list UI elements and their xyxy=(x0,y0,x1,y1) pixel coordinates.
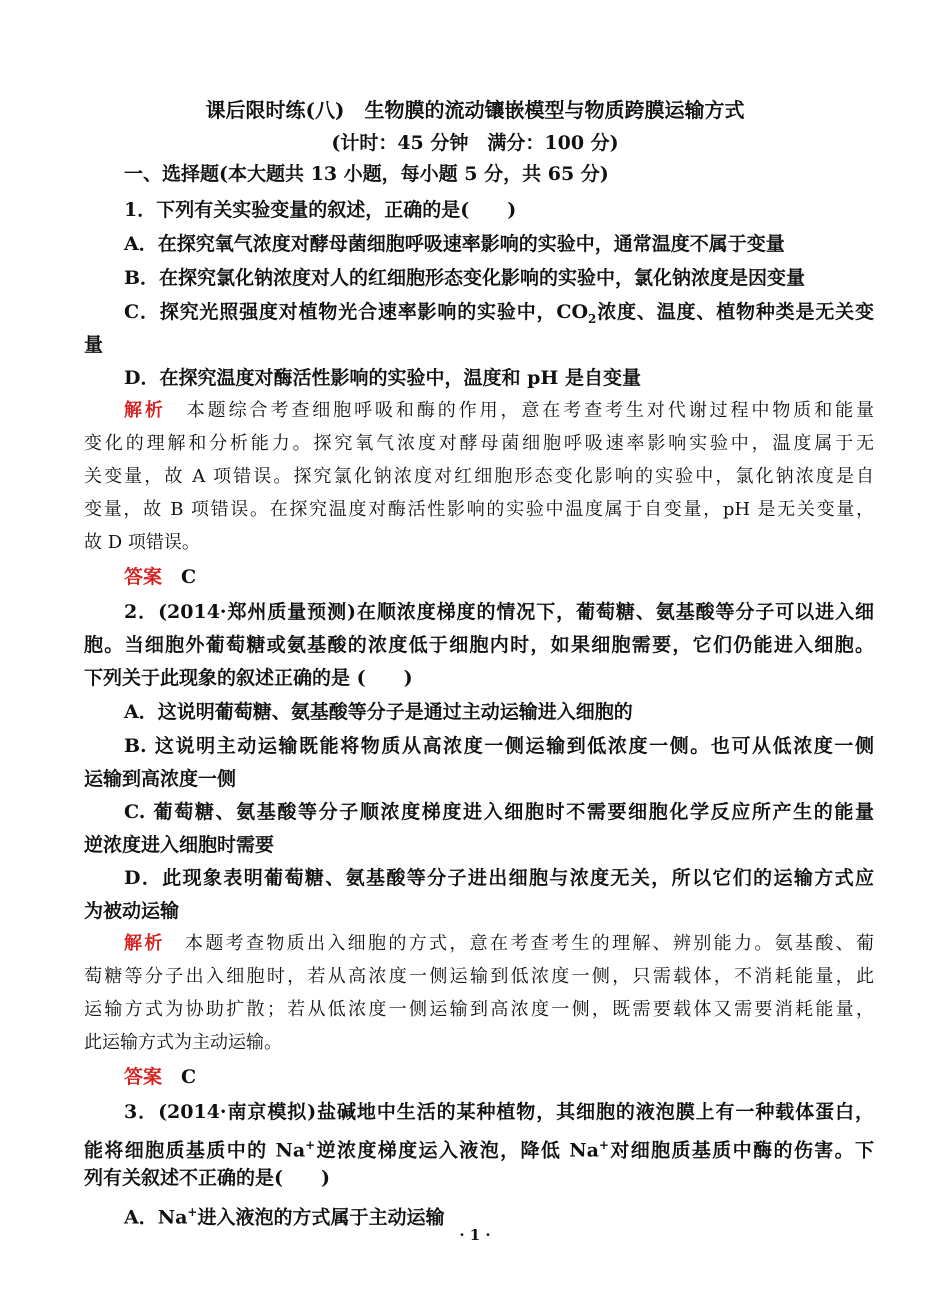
q3-stem-sup1: + xyxy=(305,1138,316,1152)
q1-option-c-cont: 量 xyxy=(84,334,104,356)
q1-answer xyxy=(124,565,874,589)
q2-analysis-line3: 运输方式为协助扩散；若从低浓度一侧运输到高浓度一侧，既需要载体又需要消耗能量， xyxy=(84,999,874,1020)
q3-stem-line1: 3．(2014·南京模拟)盐碱地中生活的某种植物，其细胞的液泡膜上有一种载体蛋白， xyxy=(124,1101,874,1123)
q1-option-c-pre: C．探究光照强度对植物光合速率影响的实验中，CO xyxy=(124,301,589,323)
q1-option-c-sub: 2 xyxy=(588,311,597,326)
q2-option-d: D．此现象表明葡萄糖、氨基酸等分子进出细胞与浓度无关，所以它们的运输方式应 xyxy=(124,867,874,889)
q1-option-c xyxy=(124,300,874,331)
page-subtitle: (计时：45 分钟 满分：100 分) xyxy=(331,132,619,154)
page-number: · 1 · xyxy=(459,1226,491,1244)
q1-analysis-line5: 故 D 项错误。 xyxy=(84,532,200,553)
q2-option-b-cont: 运输到高浓度一侧 xyxy=(84,768,237,790)
q2-answer-value: C xyxy=(181,1066,197,1088)
q1-analysis-text1: 本题综合考查细胞呼吸和酶的作用，意在考查考生对代谢过程中物质和能量 xyxy=(186,400,875,421)
q2-option-a: A．这说明葡萄糖、氨基酸等分子是通过主动运输进入细胞的 xyxy=(124,701,633,723)
q1-answer-value: C xyxy=(181,566,197,588)
q1-stem: 1．下列有关实验变量的叙述，正确的是( ) xyxy=(124,199,517,221)
q2-stem-line1: 2．(2014·郑州质量预测)在顺浓度梯度的情况下，葡萄糖、氨基酸等分子可以进入细 xyxy=(124,601,874,623)
q1-analysis-line2: 变化的理解和分析能力。探究氧气浓度对酵母菌细胞呼吸速率影响实验中，温度属于无 xyxy=(84,433,874,454)
q2-analysis-label: 解析 xyxy=(124,933,165,954)
q1-option-b: B．在探究氯化钠浓度对人的红细胞形态变化影响的实验中，氯化钠浓度是因变量 xyxy=(124,267,806,289)
q2-analysis-line2: 萄糖等分子出入细胞时，若从高浓度一侧运输到低浓度一侧，只需载体，不消耗能量，此 xyxy=(84,966,874,987)
q2-option-c-cont: 逆浓度进入细胞时需要 xyxy=(84,834,275,856)
q1-analysis-line4: 变量，故 B 项错误。在探究温度对酶活性影响的实验中温度属于自变量，pH 是无关变量， xyxy=(84,499,874,520)
q3-stem-line2-c: 对细胞质基质中酶的伤害。下 xyxy=(608,1139,874,1162)
q3-stem-sup2: + xyxy=(598,1138,609,1152)
section-heading: 一、选择题(本大题共 13 小题，每小题 5 分，共 65 分) xyxy=(124,163,609,185)
q2-option-d-cont: 为被动运输 xyxy=(84,900,180,922)
q3-stem-line2-b: 逆浓度梯度运入液泡，降低 Na xyxy=(315,1139,599,1162)
q2-analysis-line1 xyxy=(124,932,874,956)
q3-stem-line2 xyxy=(84,1133,874,1162)
q1-answer-label: 答案 xyxy=(124,566,163,588)
q1-analysis-line1 xyxy=(124,399,874,423)
q3-stem-line3: 列有关叙述不正确的是( ) xyxy=(84,1167,330,1189)
q2-answer xyxy=(124,1065,874,1089)
q2-option-c: C. 葡萄糖、氨基酸等分子顺浓度梯度进入细胞时不需要细胞化学反应所产生的能量 xyxy=(124,801,874,823)
q3-option-a-post: 进入液泡的方式属于主动运输 xyxy=(197,1206,445,1229)
q2-stem-line2: 胞。当细胞外葡萄糖或氨基酸的浓度低于细胞内时，如果细胞需要，它们仍能进入细胞。 xyxy=(84,634,874,656)
q2-analysis-text1: 本题考查物质出入细胞的方式，意在考查考生的理解、辨别能力。氨基酸、葡 xyxy=(185,933,875,954)
q2-option-b: B. 这说明主动运输既能将物质从高浓度一侧运输到低浓度一侧。也可从低浓度一侧 xyxy=(124,735,874,757)
q1-option-a: A．在探究氧气浓度对酵母菌细胞呼吸速率影响的实验中，通常温度不属于变量 xyxy=(124,233,785,255)
q3-option-a xyxy=(124,1200,874,1229)
q2-answer-label: 答案 xyxy=(124,1066,163,1088)
q1-option-d: D．在探究温度对酶活性影响的实验中，温度和 pH 是自变量 xyxy=(124,367,641,389)
q2-stem-line3: 下列关于此现象的叙述正确的是 ( ) xyxy=(84,667,413,689)
q3-option-a-sup: + xyxy=(187,1205,198,1219)
q1-analysis-line3: 关变量，故 A 项错误。探究氯化钠浓度对红细胞形态变化影响的实验中，氯化钠浓度是自 xyxy=(84,466,874,487)
q3-stem-line2-a: 能将细胞质基质中的 Na xyxy=(84,1139,306,1162)
q1-analysis-label: 解析 xyxy=(124,400,166,421)
q1-option-c-post: 浓度、温度、植物种类是无关变 xyxy=(596,301,874,323)
q3-option-a-pre: A．Na xyxy=(124,1206,188,1229)
page-title: 课后限时练(八) 生物膜的流动镶嵌模型与物质跨膜运输方式 xyxy=(205,98,745,122)
q2-analysis-line4: 此运输方式为主动运输。 xyxy=(84,1032,282,1053)
